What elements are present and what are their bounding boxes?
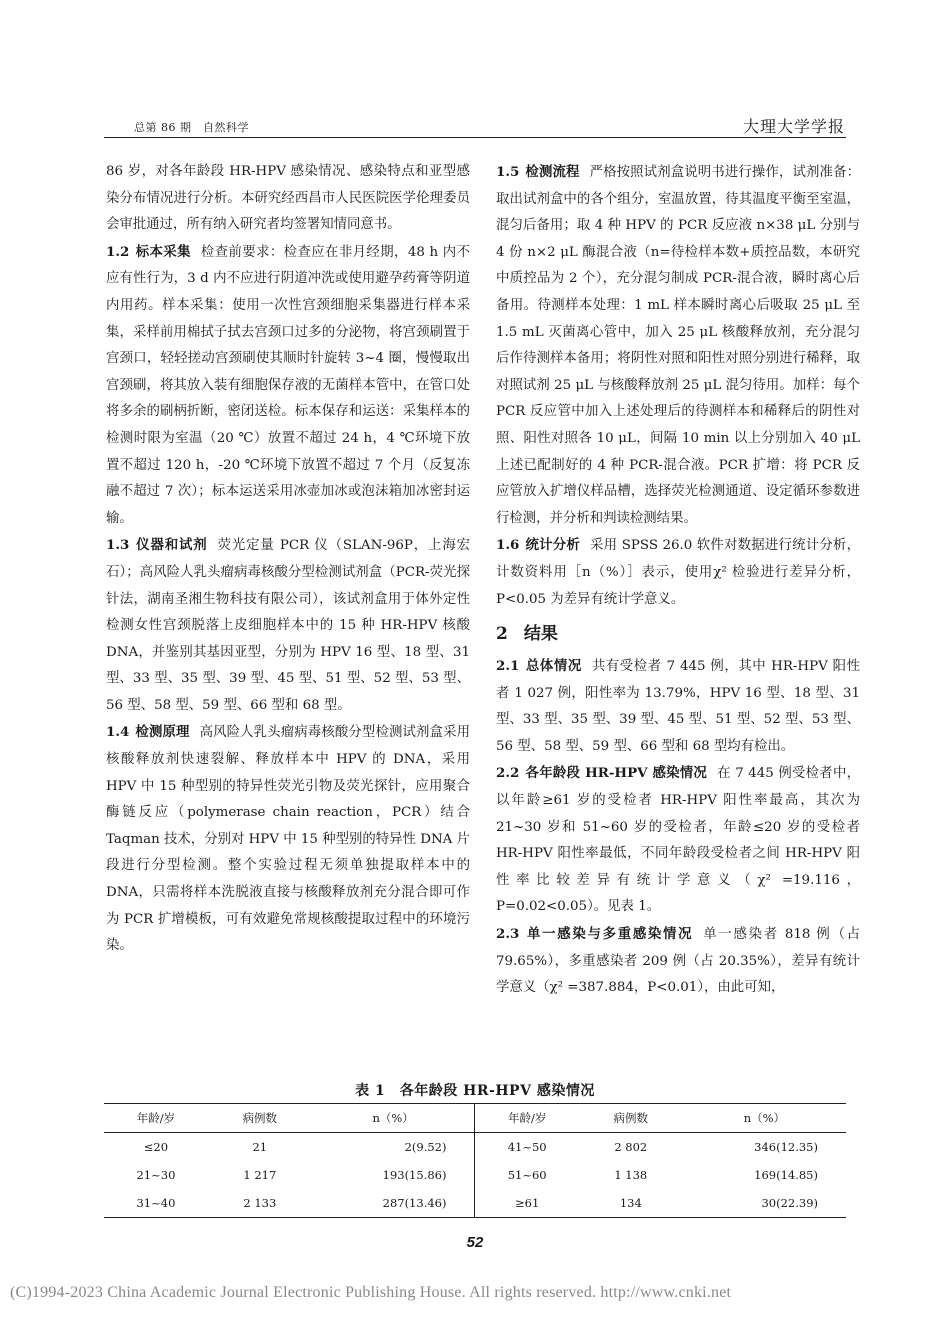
running-header-left: 总第 86 期 自然科学	[134, 121, 249, 134]
cell: 1 217	[243, 1168, 277, 1182]
cell: 169(14.85)	[754, 1168, 818, 1182]
journal-title: 大理大学学报	[742, 117, 845, 136]
header-rule	[104, 137, 846, 138]
section-number: 1.2	[106, 243, 130, 260]
cell: 193(15.86)	[382, 1168, 447, 1182]
section-number: 1.6	[496, 537, 520, 554]
table-row	[104, 1189, 846, 1218]
section-title: 检测流程	[525, 164, 580, 180]
cell: 21~30	[136, 1168, 176, 1182]
page-number: 52	[466, 1234, 484, 1251]
cell: 31~40	[136, 1196, 176, 1210]
section-number: 1.4	[106, 724, 130, 741]
table-caption: 表 1 各年龄段 HR-HPV 感染情况	[355, 1083, 595, 1099]
section-1-2	[106, 239, 470, 533]
cell: 51~60	[475, 1161, 579, 1189]
left-column	[106, 159, 470, 960]
section-title: 统计分析	[525, 537, 580, 554]
section-number: 2.3	[496, 926, 520, 943]
section-text: 采用 SPSS 26.0 软件对数据进行统计分析，计数资料用［n（%）］表示，使用χ² 检验进行差异分析，P<0.05 为差异有统计学意义。	[496, 538, 860, 607]
cell: 1 138	[614, 1168, 648, 1182]
section-title: 标本采集	[135, 243, 191, 260]
section-1-4	[106, 719, 470, 959]
section-number: 2.1	[496, 658, 520, 675]
header-n-percent: n（%）	[372, 1111, 414, 1125]
paragraph-intro: 86 岁，对各年龄段 HR-HPV 感染情况、感染特点和亚型感染分布情况进行分析。本研究经西昌市人民医院医学伦理委员会审批通过，所有纳入研究者均签署知情同意书。	[106, 164, 470, 233]
cell: 2 133	[243, 1196, 277, 1210]
section-text: 严格按照试剂盒说明书进行操作，试剂准备：取出试剂盒中的各个组分，室温放置，待其温度平衡至室温，混匀后备用；取 4 种 HPV 的 PCR 反应液 n×38 μL 分别与 4 份 n×2 μL 酶混合液（n=待检样本数+质控品数，本研究中质控品为 2 个），充分混匀制成 PCR-混合液，瞬时离心后备用。待测样本处理：1 mL 样本瞬时离心后吸取 25 μL 至 1.5 mL 灭菌离心管中，加入 25 μL 核酸释放剂，充分混匀后作待测样本备用；将阴性对照和阳性对照分别进行稀释，取对照试剂 25 μL 与核酸释放剂 25 μL 混匀待用。加样：每个 PCR 反应管中加入上述处理后的待测样本和稀释后的阴性对照、阳性对照各 10 μL，间隔 10 min 以上分别加入 40 μL 上述已配制好的 4 种 PCR-混合液。PCR 扩增：将 PCR 反应管放入扩增仪样品槽，选择荧光检测通道、设定循环参数进行检测，并分析和判读检测结果。	[496, 165, 861, 526]
header-n-percent: n（%）	[743, 1111, 786, 1125]
section-2-3	[496, 921, 860, 1002]
cell: 41~50	[475, 1133, 579, 1162]
cell: 2(9.52)	[404, 1140, 447, 1154]
section-text: 单一感染者 818 例（占 79.65%），多重感染者 209 例（占 20.35%），差异有统计学意义（χ² =387.884，P<0.01），由此可知，	[496, 927, 860, 996]
cell: 21	[252, 1140, 268, 1154]
cell: 2 802	[614, 1140, 648, 1154]
section-2-2	[496, 760, 860, 921]
section-text: 高风险人乳头瘤病毒核酸分型检测试剂盒采用核酸释放剂快速裂解、释放样本中 HPV 的 DNA，采用 HPV 中 15 种型别的特异性荧光引物及荧光探针，应用聚合酶链反应（polymerase chain reaction，PCR）结合 Taqman 技术，分别对 HPV 中 15 种型别的特异性 DNA 片段进行分型检测。整个实验过程无须单独提取样本中的 DNA，只需将样本洗脱液直接与核酸释放剂充分混合即可作为 PCR 扩增模板，可有效避免常规核酸提取过程中的环境污染。	[106, 725, 471, 954]
cell: ≤20	[143, 1140, 169, 1154]
section-2-1	[496, 653, 860, 760]
infection-table	[104, 1103, 846, 1218]
heading-title: 结果	[523, 624, 558, 645]
cell: 287(13.46)	[382, 1196, 447, 1210]
section-title: 单一感染与多重感染情况	[525, 926, 694, 943]
header-age: 年龄/岁	[475, 1104, 579, 1133]
header-cases: 病例数	[613, 1111, 649, 1125]
cell: 30(22.39)	[761, 1196, 818, 1210]
section-1-5	[496, 159, 860, 532]
section-text: 荧光定量 PCR 仪（SLAN-96P，上海宏石）；高风险人乳头瘤病毒核酸分型检测试剂盒（PCR-荧光探针法，湖南圣湘生物科技有限公司），该试剂盒用于体外定性检测女性宫颈脱落上皮细胞样本中的 15 种 HR-HPV 核酸 DNA，并鉴别其基因亚型，分别为 HPV 16 型、18 型、31 型、33 型、35 型、39 型、45 型、51 型、52 型、53 型、56 型、58 型、59 型、66 型和 68 型。	[106, 538, 470, 713]
section-text: 在 7 445 例受检者中，以年龄≥61 岁的受检者 HR-HPV 阳性率最高，其次为 21~30 岁和 51~60 岁的受检者，年龄≤20 岁的受检者 HR-HPV 阳性率最低，不同年龄段受检者之间 HR-HPV 阳性率比较差异有统计学意义（χ² =19.116，P=0.02<0.05）。见表 1。	[496, 766, 860, 915]
section-number: 1.5	[496, 164, 520, 180]
section-text: 检查前要求：检查应在非月经期，48 h 内不应有性行为，3 d 内不应进行阴道冲洗或使用避孕药膏等阴道内用药。样本采集：使用一次性宫颈细胞采集器进行样本采集，采样前用棉拭子拭去宫颈口过多的分泌物，将宫颈刷置于宫颈口，轻轻搓动宫颈刷使其顺时针旋转 3~4 圈，慢慢取出宫颈刷，将其放入装有细胞保存液的无菌样本管中，在管口处将多余的刷柄折断，密闭送检。标本保存和运送：采集样本的检测时限为室温（20 ℃）放置不超过 24 h，4 ℃环境下放置不超过 120 h，-20 ℃环境下放置不超过 7 个月（反复冻融不超过 7 次）；标本运送采用冰壶加冰或泡沫箱加冰密封运输。	[106, 244, 470, 526]
section-number: 2.2	[496, 765, 520, 782]
table-row	[104, 1161, 846, 1189]
section-text: 共有受检者 7 445 例，其中 HR-HPV 阳性者 1 027 例，阳性率为 13.79%，HPV 16 型、18 型、31 型、33 型、35 型、39 型、45 型、51 型、52 型、53 型、56 型、58 型、59 型、66 型和 68 型均有检出。	[496, 659, 860, 754]
heading-number: 2	[496, 624, 508, 645]
header-cases: 病例数	[242, 1111, 278, 1125]
section-1-6	[496, 532, 860, 613]
copyright-footer: (C)1994-2023 China Academic Journal Electronic Publishing House. All rights reserved. http://www.cnki.net	[10, 1284, 732, 1301]
cell: 346(12.35)	[754, 1140, 818, 1154]
cell: ≥61	[475, 1189, 579, 1218]
section-title: 仪器和试剂	[135, 537, 208, 554]
section-title: 总体情况	[525, 658, 582, 675]
cell: 134	[619, 1196, 642, 1210]
section-title: 检测原理	[135, 724, 190, 741]
section-title: 各年龄段 HR-HPV 感染情况	[525, 765, 708, 782]
section-number: 1.3	[106, 537, 130, 554]
section-1-3	[106, 532, 470, 719]
heading-results	[496, 619, 860, 649]
header-age: 年龄/岁	[136, 1111, 176, 1125]
table-row	[104, 1133, 846, 1162]
table-header-row	[104, 1104, 846, 1133]
right-column	[496, 159, 860, 1002]
